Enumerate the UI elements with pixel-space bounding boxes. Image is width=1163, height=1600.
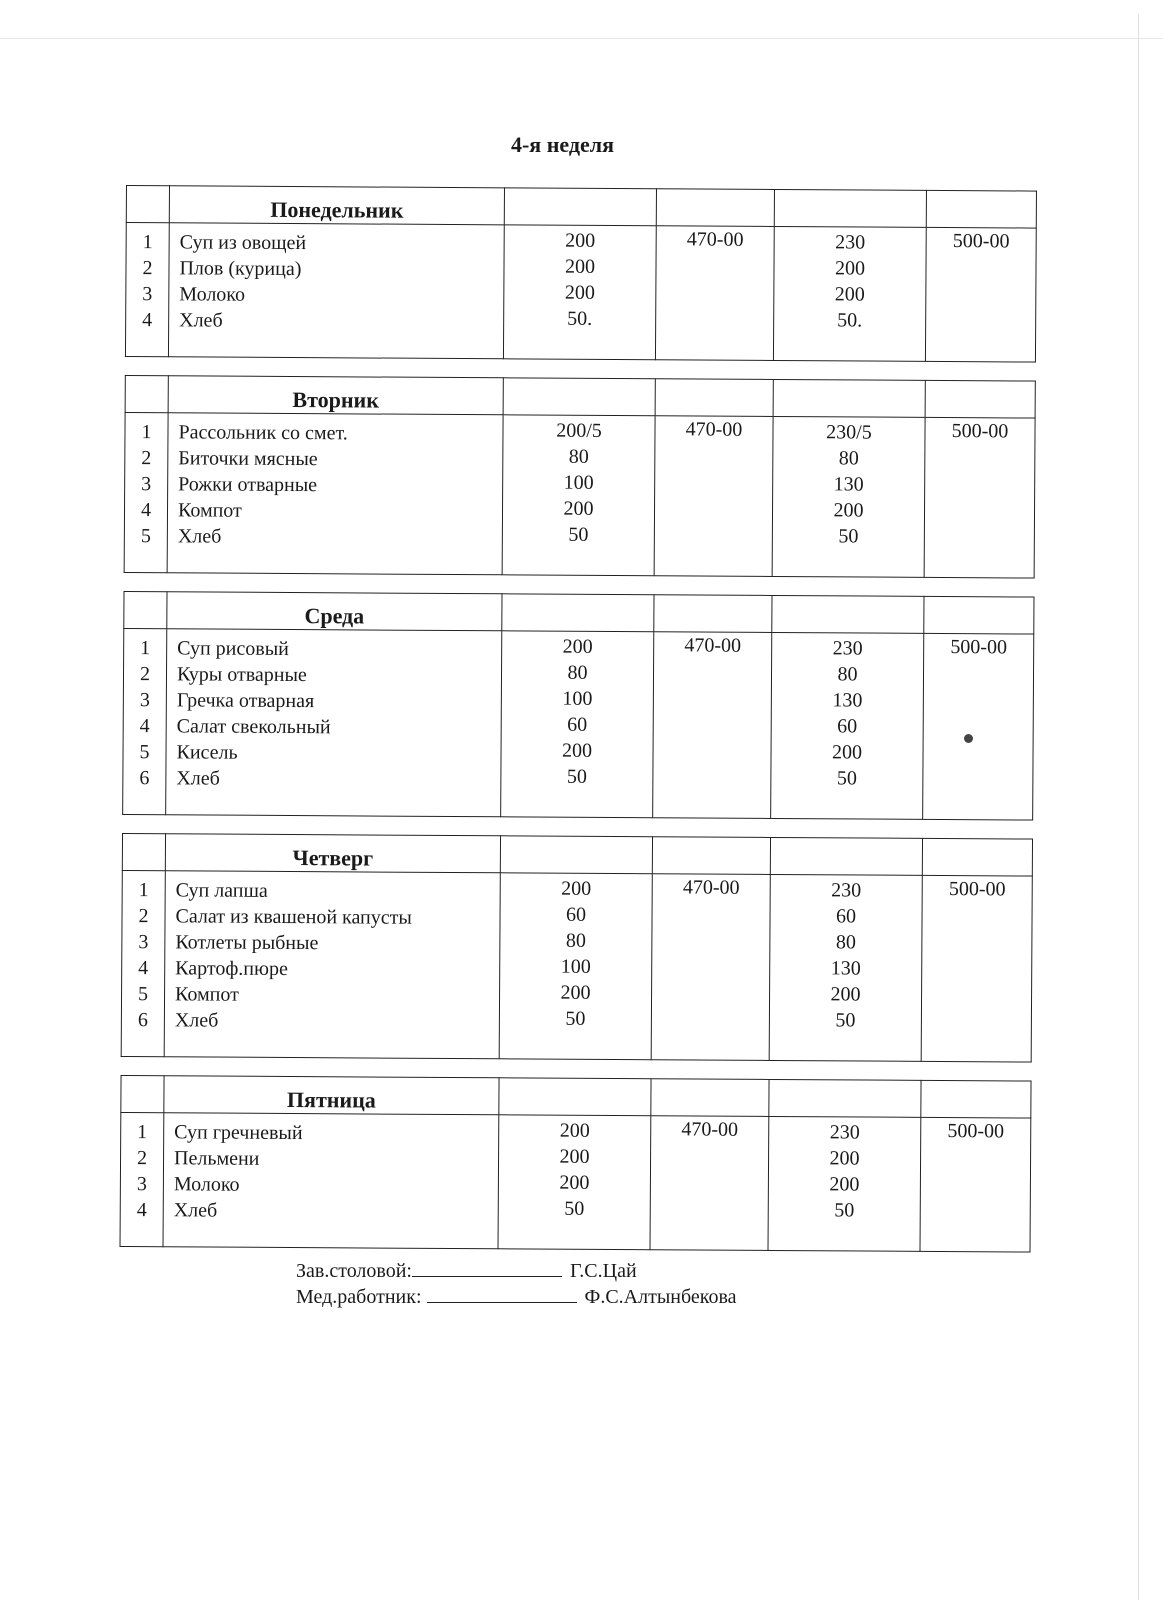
item-number: 3 — [142, 283, 153, 306]
portion-a: 100 — [560, 955, 591, 978]
header-cell — [921, 1080, 1031, 1118]
day-header-row — [126, 186, 1036, 229]
portions-group-b — [768, 1116, 921, 1251]
dish-name: Хлеб — [173, 1199, 218, 1222]
item-numbers — [123, 628, 167, 814]
portion-b: 200 — [829, 1147, 860, 1170]
portion-a: 200 — [562, 635, 593, 658]
item-number: 1 — [140, 637, 151, 660]
header-cell — [126, 186, 169, 223]
portion-a: 200 — [561, 877, 592, 900]
dish-name: Хлеб — [179, 309, 223, 332]
scan-top-edge — [0, 38, 1163, 39]
header-cell — [773, 379, 925, 417]
portions-group-a — [499, 873, 652, 1060]
portion-a: 50 — [566, 765, 587, 788]
item-number: 2 — [138, 905, 149, 928]
header-cell — [655, 379, 773, 417]
portion-a: 80 — [565, 929, 586, 952]
portions-group-a — [501, 631, 654, 818]
header-cell — [654, 595, 772, 633]
header-cell — [925, 380, 1035, 418]
portion-a: 200 — [559, 1171, 590, 1194]
item-number: 2 — [142, 257, 153, 280]
portion-a: 100 — [562, 687, 593, 710]
header-cell — [652, 837, 770, 875]
portion-a: 100 — [563, 471, 594, 494]
dish-name: Молоко — [179, 283, 246, 306]
day-items-row — [120, 1112, 1031, 1252]
dish-name: Хлеб — [174, 1009, 219, 1032]
header-cell — [769, 1079, 921, 1117]
day-items-row — [121, 870, 1032, 1062]
day-name: Понедельник — [169, 186, 504, 225]
dish-names — [167, 413, 503, 575]
header-cell — [922, 838, 1032, 876]
item-number: 4 — [140, 499, 152, 522]
item-numbers — [125, 223, 169, 357]
portions-group-b — [771, 632, 924, 819]
dish-names — [166, 629, 502, 817]
day-block — [122, 591, 1034, 821]
portion-b: 200 — [829, 1173, 860, 1196]
portion-b: 80 — [838, 447, 859, 470]
portion-a: 200 — [559, 1119, 590, 1142]
portions-group-a — [503, 225, 656, 360]
item-numbers — [124, 412, 168, 572]
item-number: 2 — [139, 663, 151, 686]
header-cell — [122, 833, 165, 870]
dish-name: Картоф.пюре — [175, 957, 288, 981]
dish-names — [164, 871, 500, 1059]
portion-b: 200 — [834, 257, 866, 280]
portion-b: 200 — [831, 741, 863, 764]
item-number: 6 — [137, 1009, 148, 1032]
portion-a: 80 — [567, 661, 588, 684]
portion-a: 60 — [567, 713, 588, 736]
dish-name: Котлеты рыбные — [175, 931, 319, 955]
portions-group-a — [502, 415, 655, 576]
portion-b: 60 — [837, 715, 858, 738]
price-b: 500-00 — [921, 875, 1032, 1062]
portion-a: 200 — [564, 281, 595, 304]
header-cell — [774, 189, 926, 227]
portion-b: 80 — [835, 931, 856, 954]
portion-b: 230 — [829, 1121, 860, 1144]
header-cell — [499, 1078, 651, 1116]
price-a: 470-00 — [651, 874, 770, 1061]
dish-name: Пельмени — [173, 1147, 260, 1170]
header-cell — [924, 596, 1034, 634]
dish-name: Биточки мясные — [178, 447, 318, 471]
medic-signature-line — [427, 1284, 577, 1303]
dish-name: Хлеб — [176, 767, 220, 790]
dish-name: Салат свекольный — [176, 715, 331, 739]
portion-a: 80 — [568, 445, 589, 468]
dish-name: Гречка отварная — [176, 689, 315, 713]
header-cell — [502, 594, 654, 632]
day-header-row — [121, 1075, 1031, 1118]
portions-group-b — [772, 416, 925, 577]
signature-block — [296, 1258, 737, 1310]
portion-b: 50 — [838, 525, 859, 548]
item-number: 4 — [138, 957, 149, 980]
portion-a: 50 — [565, 1007, 586, 1030]
item-number: 5 — [139, 741, 150, 764]
price-a: 470-00 — [654, 416, 773, 577]
item-number: 3 — [138, 931, 149, 954]
item-numbers — [120, 1112, 164, 1246]
portions-group-b — [773, 226, 926, 361]
item-number: 1 — [137, 1121, 148, 1144]
item-number: 4 — [136, 1199, 147, 1222]
day-header-row — [124, 591, 1034, 634]
portion-a: 50 — [568, 523, 589, 546]
dish-name: Салат из квашеной капусты — [175, 905, 412, 929]
portion-b: 130 — [830, 957, 861, 980]
day-items-row — [124, 412, 1035, 578]
canteen-head-name: Г.С.Цай — [569, 1260, 637, 1282]
canteen-head-signature-line — [412, 1258, 562, 1277]
portion-b: 230 — [835, 231, 866, 254]
dish-name: Плов (курица) — [179, 257, 302, 281]
header-cell — [651, 1079, 769, 1117]
header-cell — [504, 188, 656, 226]
portion-a: 200 — [559, 1145, 590, 1168]
price-a: 470-00 — [650, 1116, 769, 1251]
portion-a: 200 — [560, 981, 591, 1004]
item-number: 6 — [139, 767, 150, 790]
portions-group-b — [769, 874, 922, 1061]
price-b: 500-00 — [923, 633, 1034, 820]
item-number: 1 — [141, 421, 152, 444]
medic-label: Мед.работник: — [296, 1286, 422, 1308]
scan-speck — [964, 734, 973, 743]
portion-a: 60 — [565, 903, 587, 926]
header-cell — [500, 836, 652, 874]
portion-a: 200 — [564, 255, 596, 278]
item-number: 1 — [138, 879, 149, 902]
item-number: 3 — [139, 689, 150, 712]
dish-name: Суп лапша — [175, 879, 268, 902]
item-number: 4 — [139, 715, 150, 738]
day-block — [124, 375, 1036, 579]
portion-b: 50 — [836, 767, 857, 790]
scan-right-edge — [1138, 14, 1139, 1600]
price-a: 470-00 — [653, 632, 772, 819]
dish-name: Молоко — [173, 1173, 240, 1196]
portions-group-a — [498, 1115, 651, 1250]
portion-b: 50 — [834, 1199, 855, 1222]
dish-name: Компот — [177, 499, 242, 522]
day-block — [120, 1075, 1032, 1253]
portion-b: 200 — [834, 283, 865, 306]
portion-b: 230/5 — [826, 421, 872, 444]
day-items-row — [125, 223, 1036, 363]
portion-a: 200/5 — [556, 419, 602, 442]
portion-a: 200 — [565, 229, 596, 252]
item-number: 2 — [136, 1147, 148, 1170]
portion-b: 230 — [832, 637, 863, 660]
day-name: Четверг — [165, 834, 500, 873]
day-name: Пятница — [164, 1076, 499, 1115]
portion-a: 50. — [567, 307, 593, 330]
day-header-row — [125, 375, 1035, 418]
header-cell — [121, 1075, 164, 1112]
portion-b: 80 — [837, 663, 858, 686]
item-number: 3 — [141, 473, 152, 496]
portion-b: 130 — [832, 689, 863, 712]
header-cell — [926, 190, 1036, 228]
item-number: 5 — [140, 525, 151, 548]
portion-b: 60 — [835, 905, 857, 928]
dish-name: Куры отварные — [176, 663, 307, 687]
day-items-row — [123, 628, 1034, 820]
weekly-menu-table — [120, 185, 1036, 1253]
day-block — [121, 833, 1033, 1063]
item-numbers — [121, 870, 165, 1056]
day-name: Среда — [167, 592, 502, 631]
portion-b: 50 — [835, 1009, 856, 1032]
price-a: 470-00 — [655, 226, 774, 361]
header-cell — [503, 378, 655, 416]
dish-name: Суп рисовый — [177, 637, 289, 661]
dish-name: Суп из овощей — [179, 231, 307, 255]
portion-a: 50 — [564, 1197, 585, 1220]
day-block — [125, 185, 1037, 363]
portion-b: 50. — [837, 309, 863, 332]
dish-name: Кисель — [176, 741, 238, 764]
header-cell — [125, 375, 168, 412]
portion-b: 230 — [831, 879, 862, 902]
dish-name: Рожки отварные — [178, 473, 318, 497]
portion-b: 200 — [830, 983, 861, 1006]
item-number: 4 — [142, 309, 153, 332]
header-cell — [124, 591, 167, 628]
dish-name: Рассольник со смет. — [178, 421, 348, 445]
signature-canteen-head — [296, 1258, 737, 1284]
item-number: 5 — [137, 983, 149, 1006]
price-b: 500-00 — [925, 227, 1036, 362]
dish-name: Хлеб — [177, 525, 222, 548]
page-title: 4-я неделя — [510, 132, 615, 157]
item-number: 1 — [142, 231, 153, 254]
medic-name: Ф.С.Алтынбекова — [584, 1286, 737, 1308]
dish-name: Компот — [174, 983, 239, 1006]
header-cell — [656, 189, 774, 227]
price-b: 500-00 — [920, 1117, 1031, 1252]
signature-medic — [296, 1284, 737, 1310]
portion-a: 200 — [563, 497, 594, 520]
canteen-head-label: Зав.столовой: — [296, 1260, 412, 1282]
dish-name: Суп гречневый — [174, 1121, 303, 1145]
portion-b: 200 — [833, 499, 864, 522]
dish-names — [163, 1113, 499, 1249]
item-number: 3 — [136, 1173, 147, 1196]
portion-b: 130 — [833, 473, 864, 496]
dish-names — [168, 223, 504, 359]
portion-a: 200 — [561, 739, 593, 762]
day-name: Вторник — [168, 376, 503, 415]
day-header-row — [122, 833, 1032, 876]
item-number: 2 — [141, 447, 152, 470]
header-cell — [772, 595, 924, 633]
header-cell — [770, 837, 922, 875]
price-b: 500-00 — [924, 417, 1035, 578]
